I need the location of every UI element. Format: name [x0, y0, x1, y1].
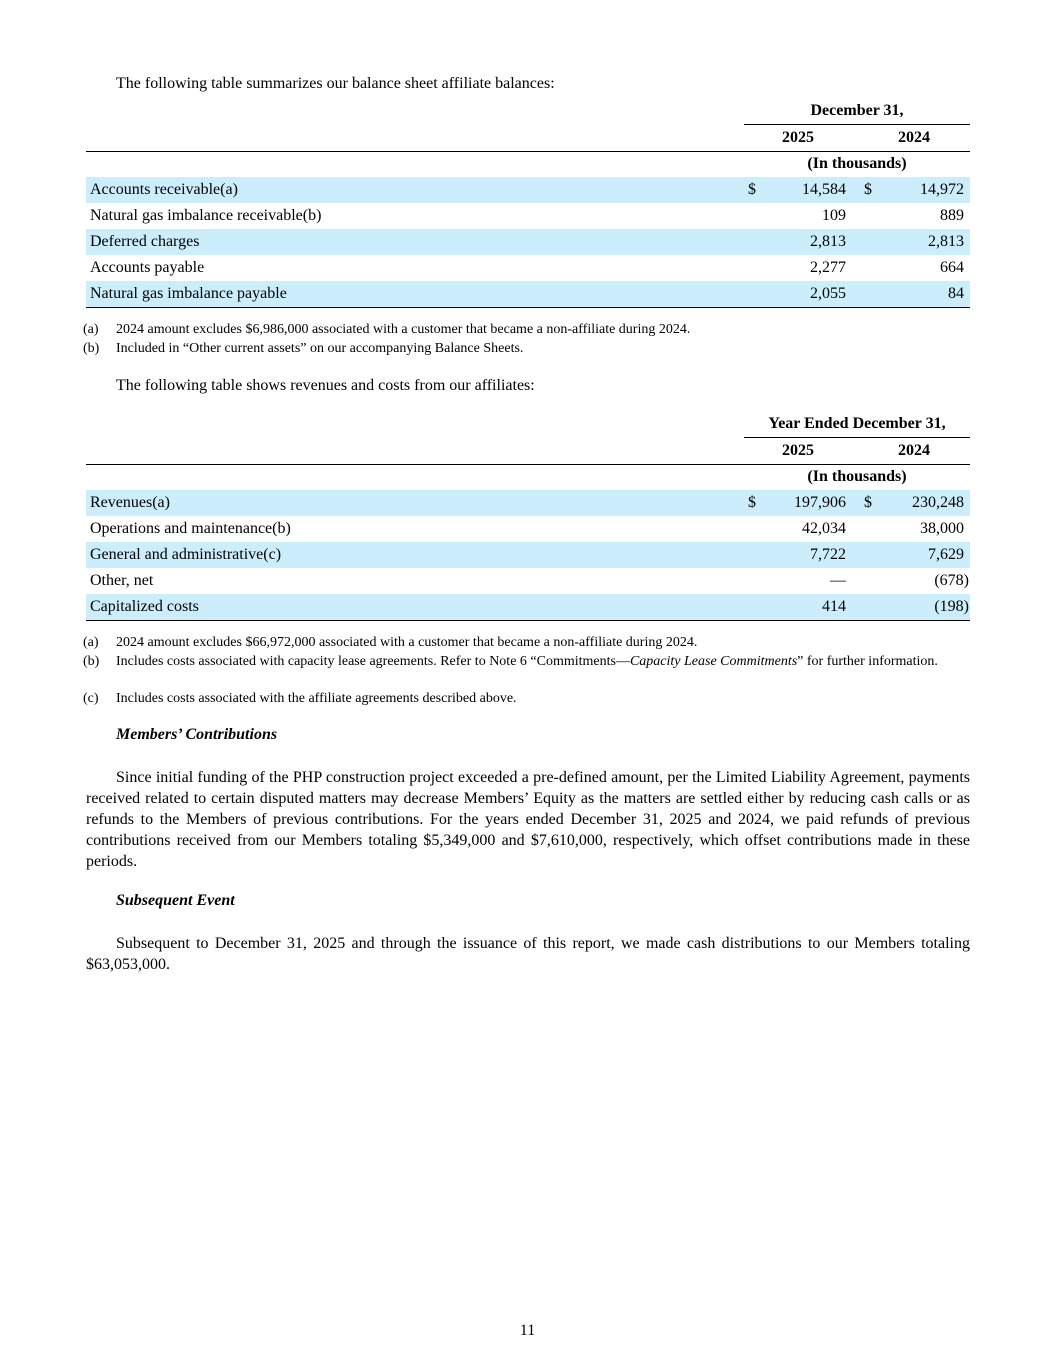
row-label: Deferred charges: [90, 233, 200, 250]
value-2025: 14,584: [802, 181, 846, 198]
row-label: Operations and maintenance(b): [90, 520, 291, 537]
value-2024: (198): [934, 598, 969, 615]
value-2025: 197,906: [794, 494, 846, 511]
footnote-mark: (b): [83, 341, 100, 356]
currency-symbol: $: [864, 181, 872, 198]
value-2024: 664: [940, 259, 964, 276]
table-row: [86, 568, 970, 594]
table1-intro: The following table summarizes our balance sheet affiliate balances:: [116, 75, 555, 92]
value-2024: 889: [940, 207, 964, 224]
currency-symbol: $: [864, 494, 872, 511]
value-2024: 230,248: [912, 494, 964, 511]
currency-symbol: $: [748, 181, 756, 198]
footnote-mark: (a): [83, 322, 99, 337]
table-row: [86, 542, 970, 568]
footnote-mark: (b): [83, 654, 100, 669]
row-label: Other, net: [90, 572, 154, 589]
table1-year-2024: 2024: [898, 129, 930, 146]
footnote-a: [83, 634, 970, 652]
table-row: [86, 229, 970, 255]
footnote-text-italic: Capacity Lease Commitments: [629, 654, 798, 669]
value-2025: 109: [822, 207, 846, 224]
footnote-mark: (a): [83, 635, 99, 650]
footnote-c: [83, 690, 970, 708]
affiliate-revenues-costs-table: [86, 412, 970, 621]
row-label: Natural gas imbalance payable: [90, 285, 287, 302]
table-row: [86, 255, 970, 281]
table-row: [86, 177, 970, 203]
members-contributions-heading: Members’ Contributions: [116, 726, 278, 743]
row-label: Accounts receivable(a): [90, 181, 238, 198]
row-label: Revenues(a): [90, 494, 170, 511]
footnote-text-part: Includes costs associated with capacity lease agreements. Refer to Note 6 “Commitments—: [116, 654, 630, 669]
table-row: [86, 490, 970, 516]
value-2024: 7,629: [928, 546, 964, 563]
value-2025: 7,722: [810, 546, 846, 563]
table-row: [86, 203, 970, 229]
value-2025: —: [830, 572, 846, 589]
footnote-text: [116, 653, 970, 671]
value-2024: 2,813: [928, 233, 964, 250]
footnote-text: 2024 amount excludes $66,972,000 associated with a customer that became a non-affiliate during 2024.: [116, 635, 698, 650]
subsequent-event-paragraph: Subsequent to December 31, 2025 and through the issuance of this report, we made cash distributions to our Members totaling $63,053,000.: [86, 935, 970, 973]
footnote-text: 2024 amount excludes $6,986,000 associated with a customer that became a non-affiliate during 2024.: [116, 322, 691, 337]
value-2024: (678): [934, 572, 969, 589]
value-2025: 2,055: [810, 285, 846, 302]
value-2025: 42,034: [802, 520, 846, 537]
table1-year-2025: 2025: [782, 129, 814, 146]
table2-intro: The following table shows revenues and costs from our affiliates:: [116, 377, 535, 394]
footnote-a: [83, 321, 970, 339]
value-2024: 38,000: [920, 520, 964, 537]
table-row: [86, 594, 970, 621]
footnote-mark: (c): [83, 691, 99, 706]
page-number: 11: [519, 1322, 536, 1339]
row-label: Accounts payable: [90, 259, 205, 276]
footnote-b: [83, 653, 970, 671]
footnote-b: [83, 340, 970, 358]
row-label: Capitalized costs: [90, 598, 199, 615]
subsequent-event-heading: Subsequent Event: [116, 892, 235, 909]
row-label: General and administrative(c): [90, 546, 282, 563]
table1-header-group: December 31,: [744, 102, 970, 125]
currency-symbol: $: [748, 494, 756, 511]
footnote-text: Included in “Other current assets” on our accompanying Balance Sheets.: [116, 341, 524, 356]
table1-units: (In thousands): [807, 155, 907, 172]
footnote-text: Includes costs associated with the affiliate agreements described above.: [116, 691, 517, 706]
table2-year-2024: 2024: [898, 442, 930, 459]
table2-header-group: Year Ended December 31,: [744, 415, 970, 438]
table-row: [86, 281, 970, 308]
table-row: [86, 516, 970, 542]
value-2025: 2,277: [810, 259, 846, 276]
table2-year-2025: 2025: [782, 442, 814, 459]
value-2024: 84: [948, 285, 964, 302]
value-2024: 14,972: [920, 181, 964, 198]
value-2025: 414: [822, 598, 846, 615]
table2-units: (In thousands): [807, 468, 907, 485]
value-2025: 2,813: [810, 233, 846, 250]
row-label: Natural gas imbalance receivable(b): [90, 207, 322, 224]
footnote-text-part: ” for further information.: [797, 654, 938, 669]
balance-sheet-affiliate-table: [86, 99, 970, 308]
members-contributions-paragraph: Since initial funding of the PHP construction project exceeded a pre-defined amount, per the Limited Liability Agreement, payments received related to certain disputed matters may decrease Members’ Equity as the matters are settled either by reducing cash calls or as refunds to the Members of previous contributions. For the years ended December 31, 2025 and 2024, we paid refunds of previous contributions received from our Members totaling $5,349,000 and $7,610,000, respectively, which offset contributions made in these periods.: [86, 769, 970, 870]
